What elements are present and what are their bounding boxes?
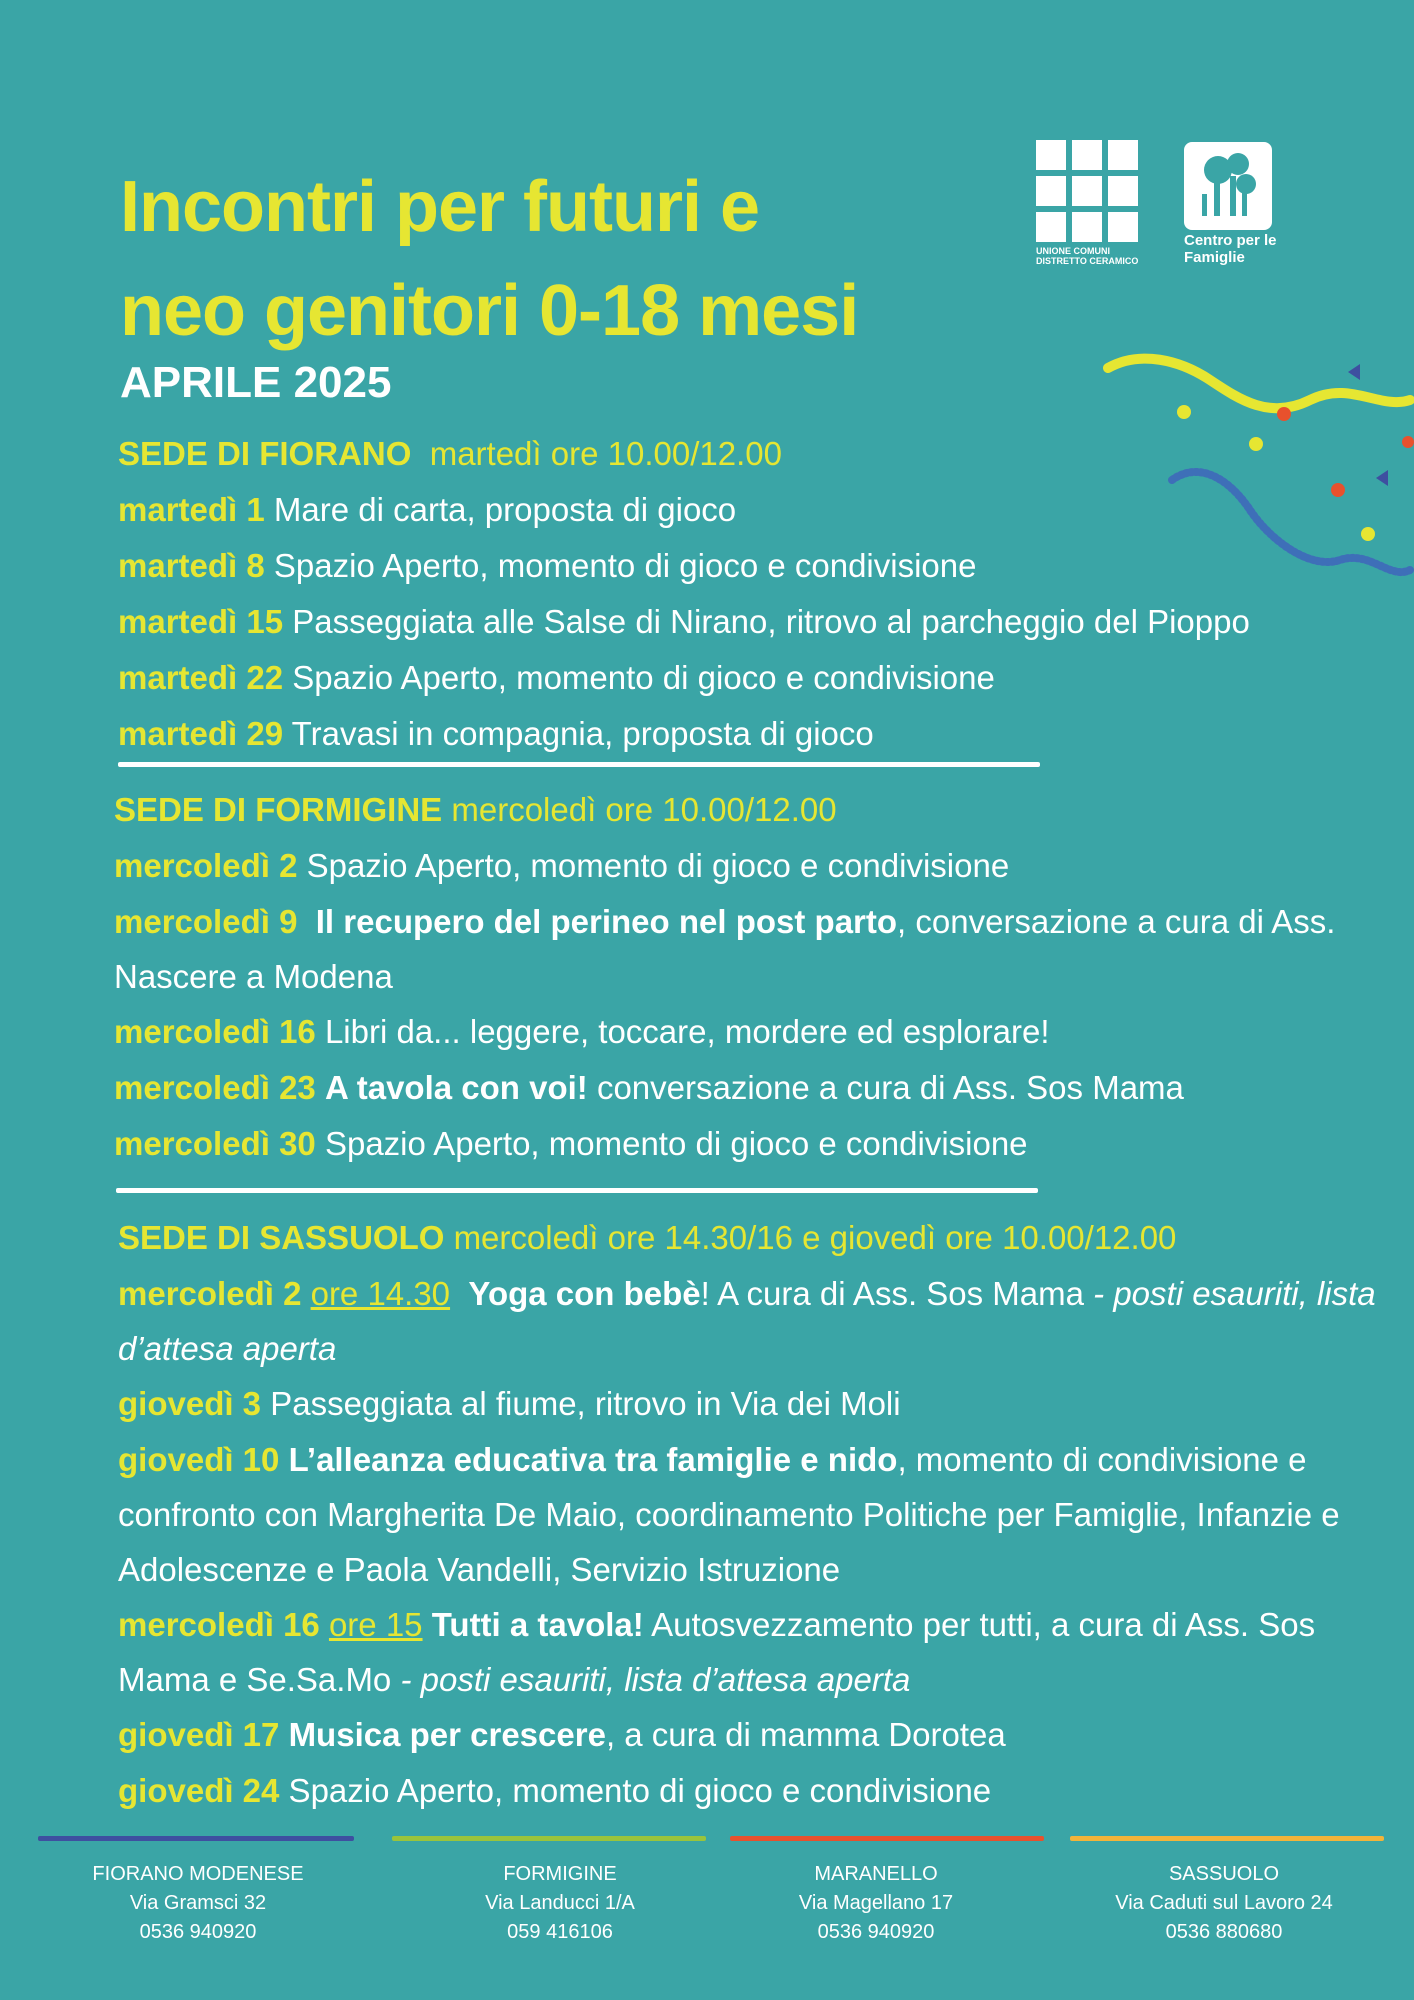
divider <box>116 1188 1038 1193</box>
color-bar-fiorano <box>38 1836 354 1841</box>
office-sassuolo: SASSUOLO Via Caduti sul Lavoro 24 0536 880680 <box>1115 1863 1333 1943</box>
list-item: mercoledì 30 Spazio Aperto, momento di gioco e condivisione <box>114 1125 1028 1162</box>
section-formigine <box>114 782 1414 1172</box>
tree-icon <box>1184 142 1272 230</box>
list-item: mercoledì 2 ore 14.30 Yoga con bebè! A cura di Ass. Sos Mama - posti esauriti, lista d’attesa aperta <box>118 1275 1376 1367</box>
office-maranello: MARANELLO Via Magellano 17 0536 940920 <box>798 1863 954 1943</box>
list-item: martedì 8 Spazio Aperto, momento di gioco e condivisione <box>118 547 977 584</box>
sassuolo-heading: SEDE DI SASSUOLO <box>118 1219 445 1256</box>
list-item: martedì 1 Mare di carta, proposta di gioco <box>118 491 737 528</box>
page-title <box>120 155 858 363</box>
footer-offices <box>0 1836 1414 1996</box>
list-item: mercoledì 2 Spazio Aperto, momento di gioco e condivisione <box>114 847 1010 884</box>
month-heading: APRILE 2025 <box>120 358 392 407</box>
centro-famiglie-caption: Centro per le Famiglie <box>1184 232 1277 266</box>
list-item: mercoledì 9 Il recupero del perineo nel post parto, conversazione a cura di Ass. Nascere a Modena <box>114 903 1336 995</box>
section-fiorano <box>118 426 1414 762</box>
unione-comuni-logo <box>1036 140 1138 242</box>
formigine-time: mercoledì ore 10.00/12.00 <box>451 791 837 828</box>
list-item: mercoledì 16 ore 15 Tutti a tavola! Autosvezzamento per tutti, a cura di Ass. Sos Mama e Se.Sa.Mo - posti esauriti, lista d’attesa aperta <box>118 1606 1316 1698</box>
divider <box>118 762 1040 767</box>
office-fiorano: FIORANO MODENESE Via Gramsci 32 0536 940920 <box>92 1863 304 1943</box>
unione-comuni-caption: UNIONE COMUNI DISTRETTO CERAMICO <box>1036 246 1139 266</box>
centro-famiglie-logo <box>1184 142 1272 230</box>
list-item: giovedì 3 Passeggiata al fiume, ritrovo in Via dei Moli <box>118 1385 901 1422</box>
title-line-1: Incontri per futuri e <box>120 167 760 247</box>
list-item: mercoledì 16 Libri da... leggere, toccare, mordere ed esplorare! <box>114 1013 1050 1050</box>
list-item: giovedì 10 L’alleanza educativa tra famiglie e nido, momento di condivisione e confronto con Margherita De Maio, coordinamento Politiche per Famiglie, Infanzie e Adolescenze e Paola Vandelli, Servizio Istruzione <box>118 1441 1340 1588</box>
color-bar-sassuolo <box>1070 1836 1384 1841</box>
color-bar-maranello <box>730 1836 1044 1841</box>
list-item: martedì 15 Passeggiata alle Salse di Nirano, ritrovo al parcheggio del Pioppo <box>118 603 1250 640</box>
list-item: martedì 22 Spazio Aperto, momento di gioco e condivisione <box>118 659 995 696</box>
list-item: giovedì 24 Spazio Aperto, momento di gioco e condivisione <box>118 1772 992 1809</box>
title-line-2: neo genitori 0-18 mesi <box>120 271 859 351</box>
list-item: martedì 29 Travasi in compagnia, proposta di gioco <box>118 715 874 752</box>
list-item: mercoledì 23 A tavola con voi! conversazione a cura di Ass. Sos Mama <box>114 1069 1184 1106</box>
formigine-heading: SEDE DI FORMIGINE <box>114 791 443 828</box>
color-bar-formigine <box>392 1836 706 1841</box>
section-sassuolo <box>118 1210 1414 1819</box>
fiorano-time: martedì ore 10.00/12.00 <box>429 435 782 472</box>
fiorano-heading: SEDE DI FIORANO <box>118 435 412 472</box>
list-item: giovedì 17 Musica per crescere, a cura di mamma Dorotea <box>118 1716 1006 1753</box>
office-formigine: FORMIGINE Via Landucci 1/A 059 416106 <box>485 1863 635 1943</box>
sassuolo-time: mercoledì ore 14.30/16 e giovedì ore 10.00/12.00 <box>453 1219 1177 1256</box>
